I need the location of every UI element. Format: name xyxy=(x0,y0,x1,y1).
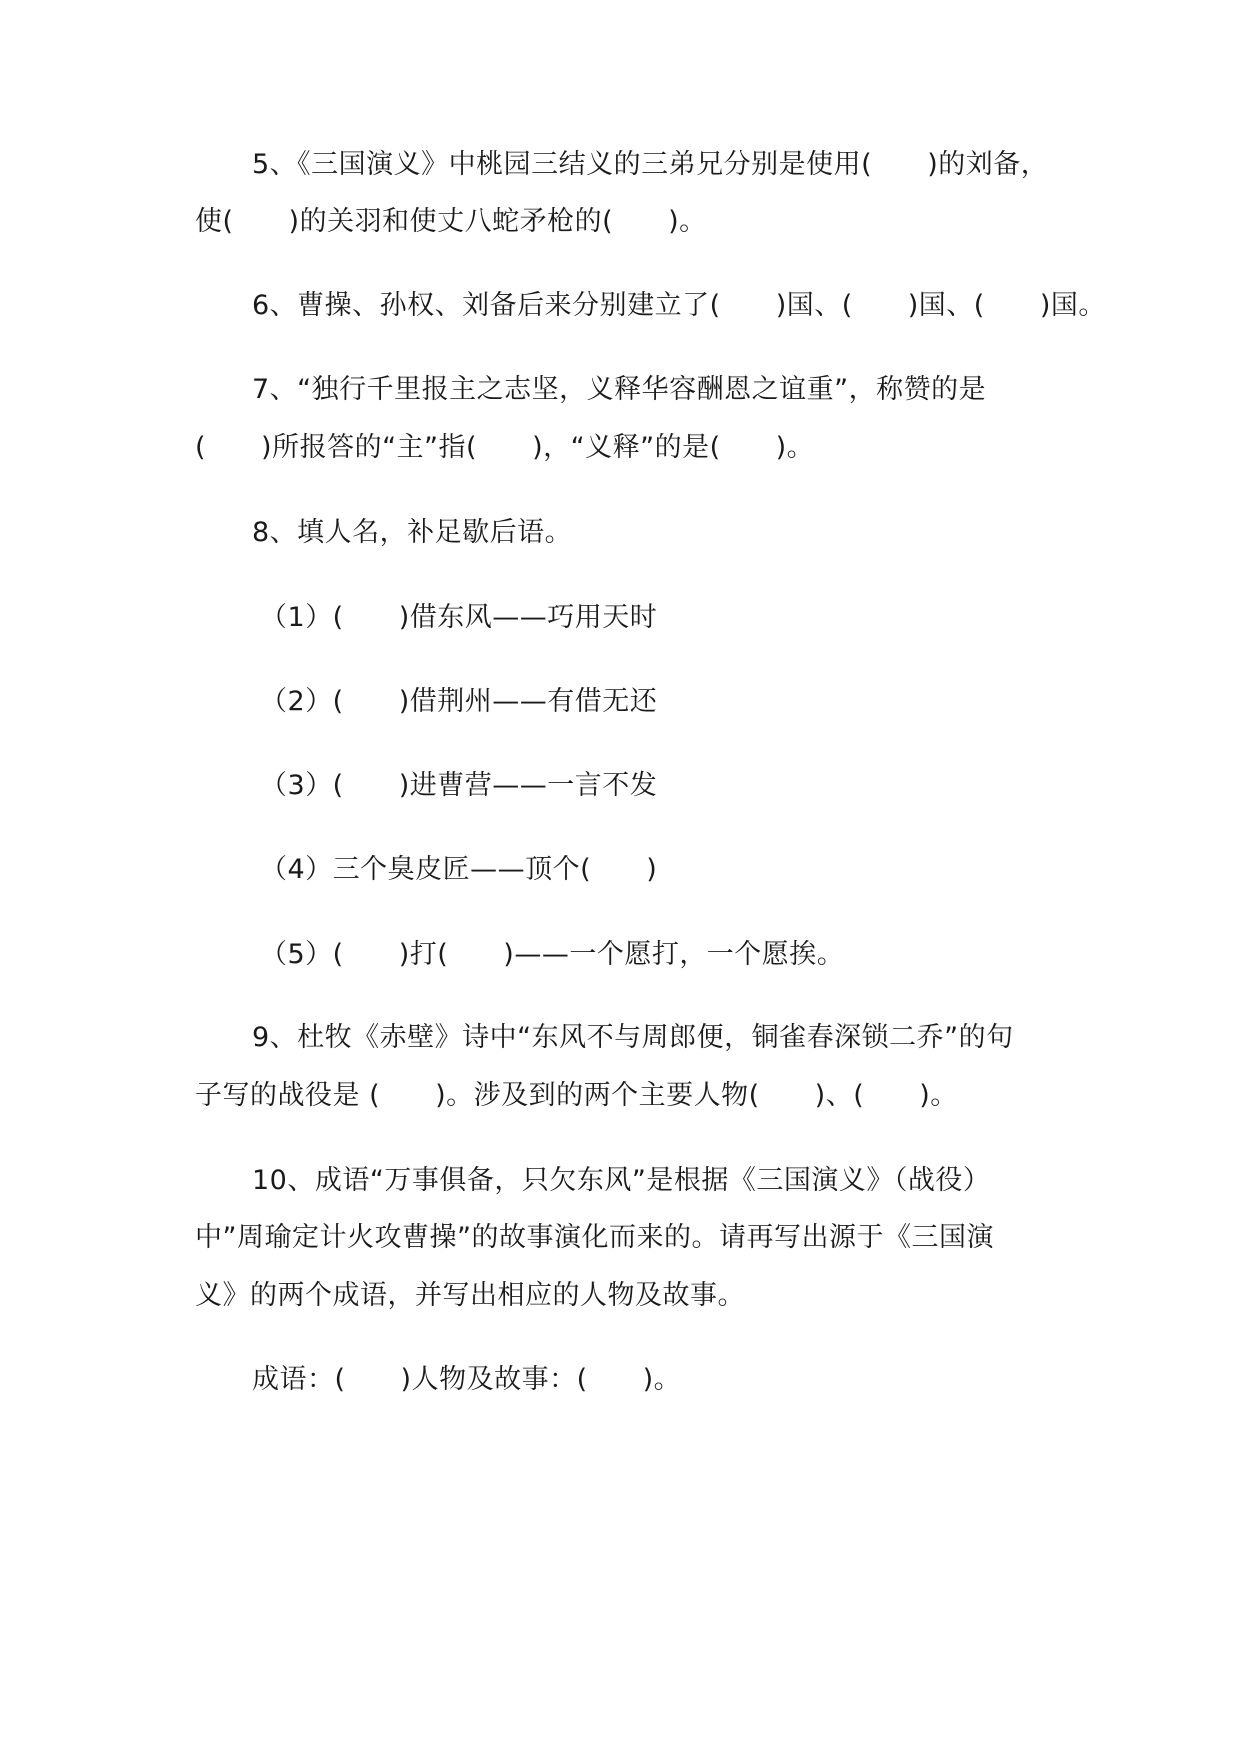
question-8-item-4: （4）三个臭皮匠——顶个( ) xyxy=(260,854,658,885)
question-5-line-2: 使( )的关羽和使丈八蛇矛枪的( )。 xyxy=(195,206,707,237)
question-6-line-1: 6、曹操、孙权、刘备后来分别建立了( )国、( )国、( )国。 xyxy=(252,290,1106,321)
question-10-line-1: 10、成语“万事俱备，只欠东风”是根据《三国演义》（战役） xyxy=(252,1165,991,1196)
question-10-line-4: 成语：( )人物及故事：( )。 xyxy=(252,1364,682,1395)
question-10-line-2: 中”周瑜定计火攻曹操”的故事演化而来的。请再写出源于《三国演 xyxy=(195,1222,994,1253)
question-8-item-1: （1）( )借东风——巧用天时 xyxy=(260,602,658,633)
question-9-line-2: 子写的战役是 ( )。涉及到的两个主要人物( )、( )。 xyxy=(195,1080,958,1111)
question-8-item-2: （2）( )借荆州——有借无还 xyxy=(260,686,658,717)
question-8-item-5: （5）( )打( )——一个愿打，一个愿挨。 xyxy=(260,939,845,970)
question-8-line-1: 8、填人名，补足歇后语。 xyxy=(252,517,573,548)
question-9-line-1: 9、杜牧《赤壁》诗中“东风不与周郎便，铜雀春深锁二乔”的句 xyxy=(252,1022,1014,1053)
question-7-line-1: 7、“独行千里报主之志坚，义释华容酬恩之谊重”，称赞的是 xyxy=(252,374,987,405)
question-8-item-3: （3）( )进曹营——一言不发 xyxy=(260,770,658,801)
question-7-line-2: ( )所报答的“主”指( )，“义释”的是( )。 xyxy=(195,432,815,463)
question-10-line-3: 义》的两个成语，并写出相应的人物及故事。 xyxy=(195,1280,745,1311)
question-5-line-1: 5、《三国演义》中桃园三结义的三弟兄分别是使用( )的刘备， xyxy=(252,149,1049,180)
